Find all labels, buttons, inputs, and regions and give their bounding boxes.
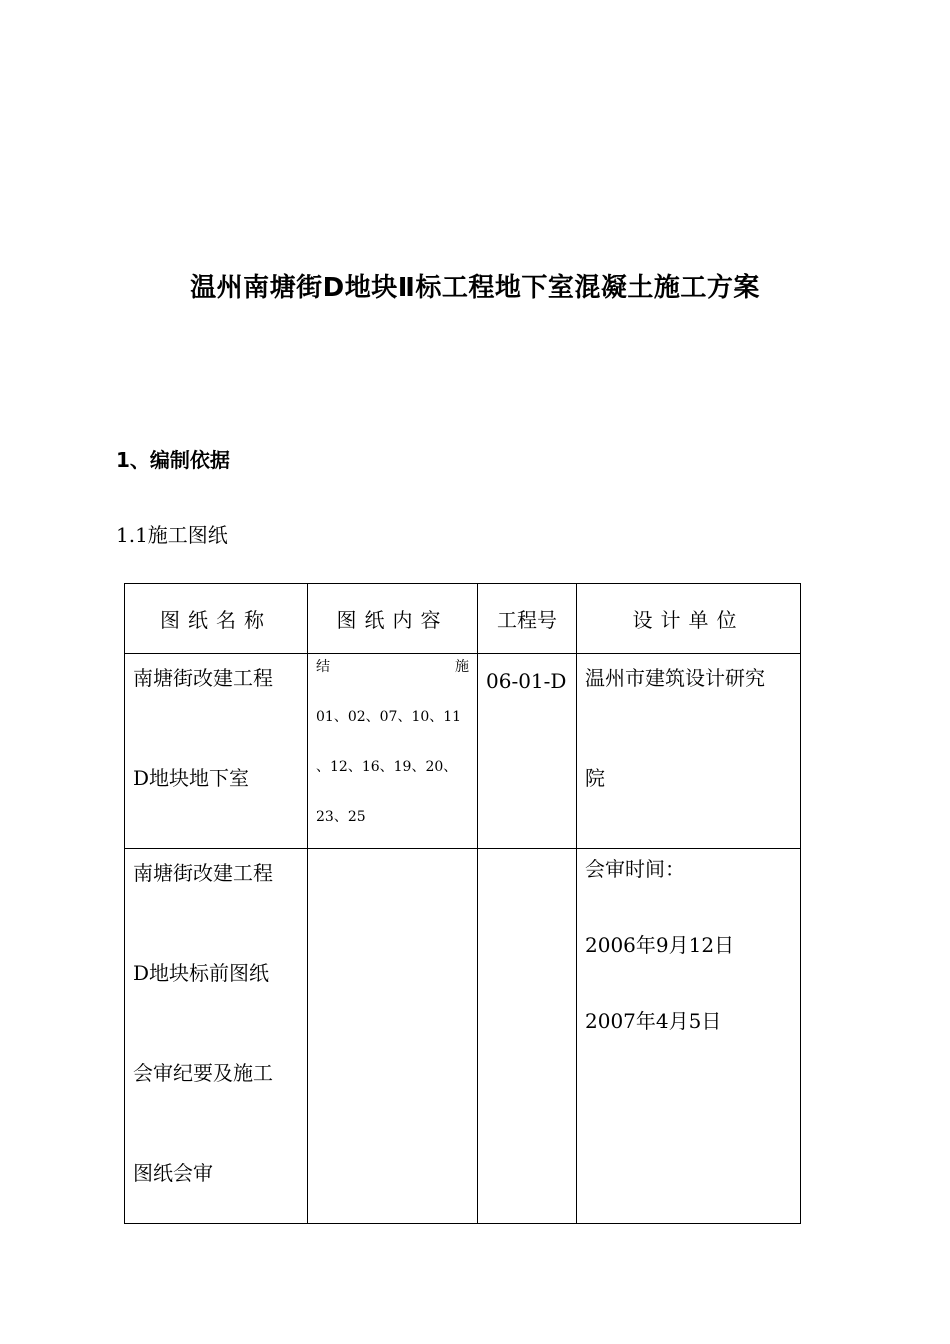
cell-drawing-name [125, 849, 308, 1224]
drawings-table [124, 583, 801, 1224]
cell-line: 会审纪要及施工 [133, 1061, 273, 1085]
cell-line: 南塘街改建工程 [133, 666, 273, 690]
cell-line: 06-01-D [486, 669, 567, 693]
cell-drawing-content [308, 654, 478, 849]
cell-project-no [478, 849, 577, 1224]
cell-line: 01、02、07、10、11 [316, 709, 462, 725]
cell-drawing-content [308, 849, 478, 1224]
table-row [125, 849, 801, 1224]
cell-line: 院 [585, 766, 605, 790]
cell-design-unit [577, 849, 801, 1224]
cell-drawing-name [125, 654, 308, 849]
cell-line: 南塘街改建工程 [133, 861, 273, 885]
cell-line: 2007年4月5日 [585, 1009, 722, 1033]
header-design-unit: 设计单位 [577, 584, 801, 654]
cell-line: 会审时间： [585, 857, 685, 881]
cell-line: 图纸会审 [133, 1161, 213, 1185]
cell-line: 、12、16、19、20、 [316, 759, 458, 775]
cell-line: D地块地下室 [133, 766, 250, 790]
cell-line: 2006年9月12日 [585, 933, 735, 957]
header-drawing-content: 图纸内容 [308, 584, 478, 654]
header-drawing-name: 图纸名称 [125, 584, 308, 654]
table-row [125, 654, 801, 849]
cell-line: D地块标前图纸 [133, 961, 270, 985]
cell-word: 施 [455, 659, 469, 675]
cell-design-unit [577, 654, 801, 849]
content-justified-line [316, 642, 469, 692]
section-heading-basis: 1、编制依据 [116, 448, 230, 472]
document-title: 温州南塘街D地块Ⅱ标工程地下室混凝土施工方案 [190, 273, 760, 303]
cell-word: 结 [316, 659, 330, 675]
cell-line: 23、25 [316, 809, 366, 825]
subsection-heading-drawings: 1.1施工图纸 [116, 523, 228, 547]
cell-line: 温州市建筑设计研究 [585, 666, 765, 690]
cell-project-no [478, 654, 577, 849]
header-project-no: 工程号 [478, 584, 577, 654]
